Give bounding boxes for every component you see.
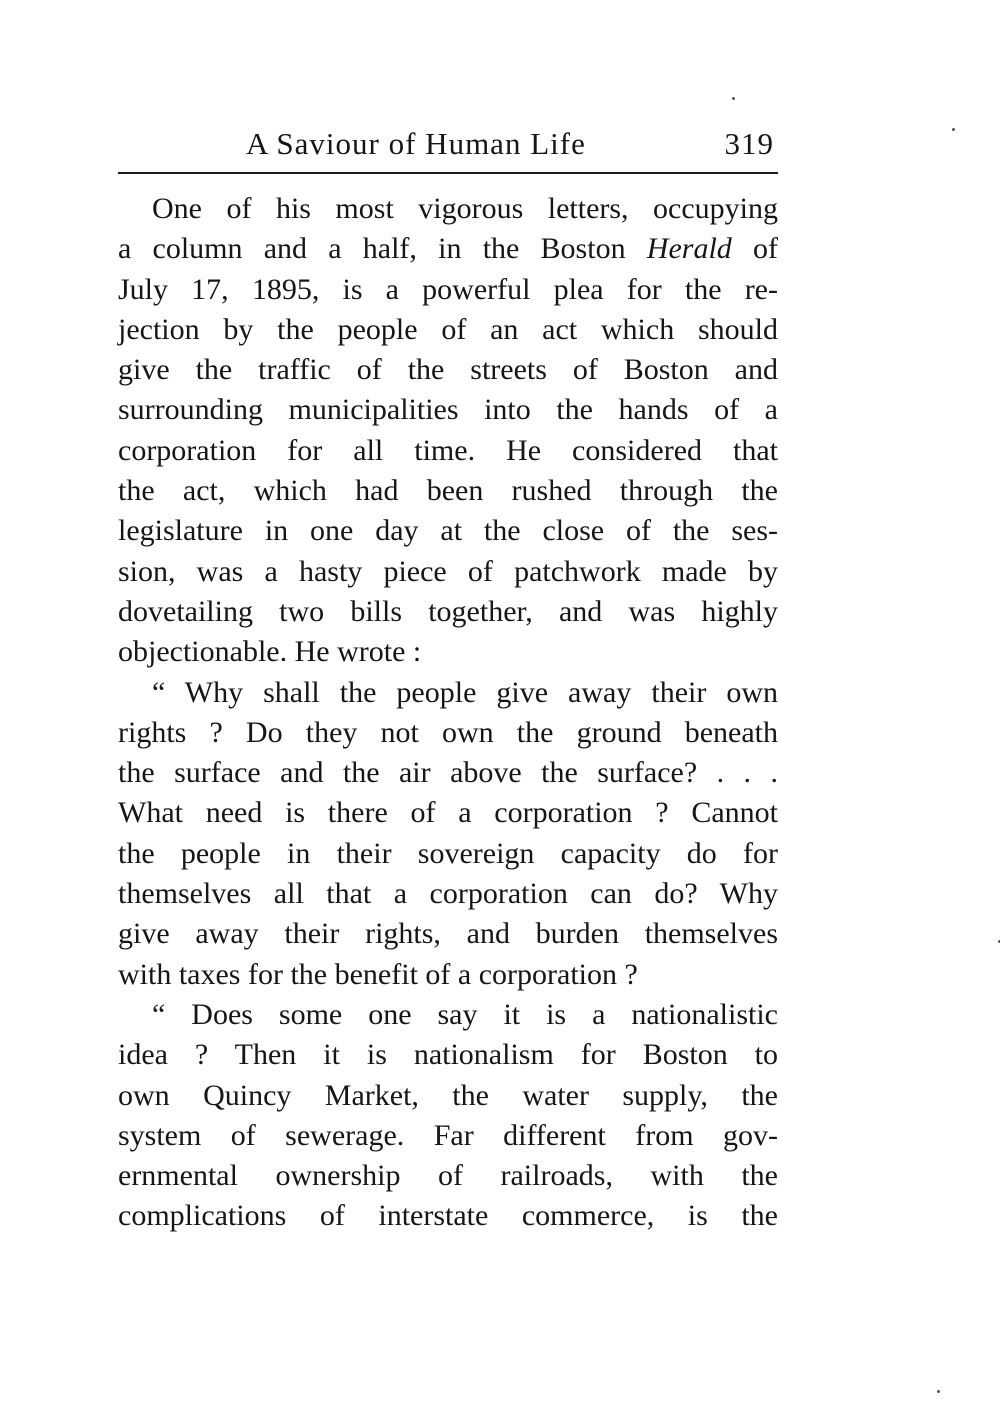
text-segment: Herald	[646, 232, 732, 266]
text-segment: legislature in one day at the close of the ses-	[118, 514, 778, 548]
text-segment: July 17, 1895, is a powerful plea for the re-	[118, 272, 778, 306]
text-line	[118, 189, 778, 229]
paragraph	[118, 189, 778, 673]
text-line	[118, 632, 778, 672]
text-line	[118, 270, 778, 310]
text-line	[118, 310, 778, 350]
text-line	[118, 431, 778, 471]
text-segment: themselves all that a corporation can do? Why	[118, 877, 778, 911]
text-line	[118, 995, 778, 1035]
text-segment: ernmental ownership of railroads, with the	[118, 1159, 778, 1193]
text-line	[118, 1196, 778, 1236]
text-segment: What need is there of a corporation ? Cannot	[118, 796, 778, 830]
text-segment: a column and a half, in the Boston	[118, 232, 647, 266]
text-segment: of	[731, 232, 779, 266]
book-page	[118, 124, 778, 1237]
text-segment: the surface and the air above the surface? . . .	[118, 756, 778, 790]
text-line	[118, 1035, 778, 1075]
page-number: 319	[724, 126, 774, 161]
text-line	[118, 834, 778, 874]
text-line	[118, 592, 778, 632]
text-segment: own Quincy Market, the water supply, the	[118, 1078, 778, 1112]
text-segment: idea ? Then it is nationalism for Boston to	[118, 1038, 778, 1072]
text-segment: dovetailing two bills together, and was highly	[118, 594, 778, 628]
text-line	[118, 753, 778, 793]
text-line	[118, 1076, 778, 1116]
text-line	[118, 552, 778, 592]
running-head	[118, 124, 778, 174]
text-segment: give the traffic of the streets of Boston and	[118, 353, 778, 387]
text-segment: rights ? Do they not own the ground beneath	[118, 715, 778, 749]
text-line	[118, 511, 778, 551]
paragraph	[118, 673, 778, 995]
text-segment: “ Why shall the people give away their own	[152, 675, 778, 709]
text-segment: the people in their sovereign capacity do for	[118, 836, 778, 870]
text-segment: with taxes for the benefit of a corporation ?	[118, 957, 638, 991]
text-line	[118, 229, 778, 269]
text-line	[118, 390, 778, 430]
text-segment: system of sewerage. Far different from gov-	[118, 1118, 778, 1152]
text-segment: corporation for all time. He considered that	[118, 433, 778, 467]
text-segment: objectionable. He wrote :	[118, 635, 422, 669]
text-line	[118, 713, 778, 753]
text-line	[118, 1156, 778, 1196]
paragraph	[118, 995, 778, 1237]
text-line	[118, 914, 778, 954]
text-line	[118, 1116, 778, 1156]
scan-speck	[937, 1390, 940, 1393]
text-line	[118, 955, 778, 995]
text-line	[118, 350, 778, 390]
text-segment: sion, was a hasty piece of patchwork made by	[118, 554, 778, 588]
text-line	[118, 874, 778, 914]
running-title: A Saviour of Human Life	[246, 126, 586, 161]
body-text	[118, 189, 778, 1237]
scan-speck	[952, 128, 955, 131]
text-segment: the act, which had been rushed through the	[118, 474, 778, 508]
text-line	[118, 673, 778, 713]
text-segment: complications of interstate commerce, is the	[118, 1199, 778, 1233]
text-segment: jection by the people of an act which should	[118, 312, 778, 346]
text-segment: One of his most vigorous letters, occupying	[152, 192, 778, 225]
text-segment: “ Does some one say it is a nationalistic	[152, 997, 778, 1031]
text-line	[118, 793, 778, 833]
text-line	[118, 471, 778, 511]
text-segment: surrounding municipalities into the hands of a	[118, 393, 778, 427]
text-segment: give away their rights, and burden themselves	[118, 917, 778, 951]
scan-speck	[732, 97, 735, 100]
